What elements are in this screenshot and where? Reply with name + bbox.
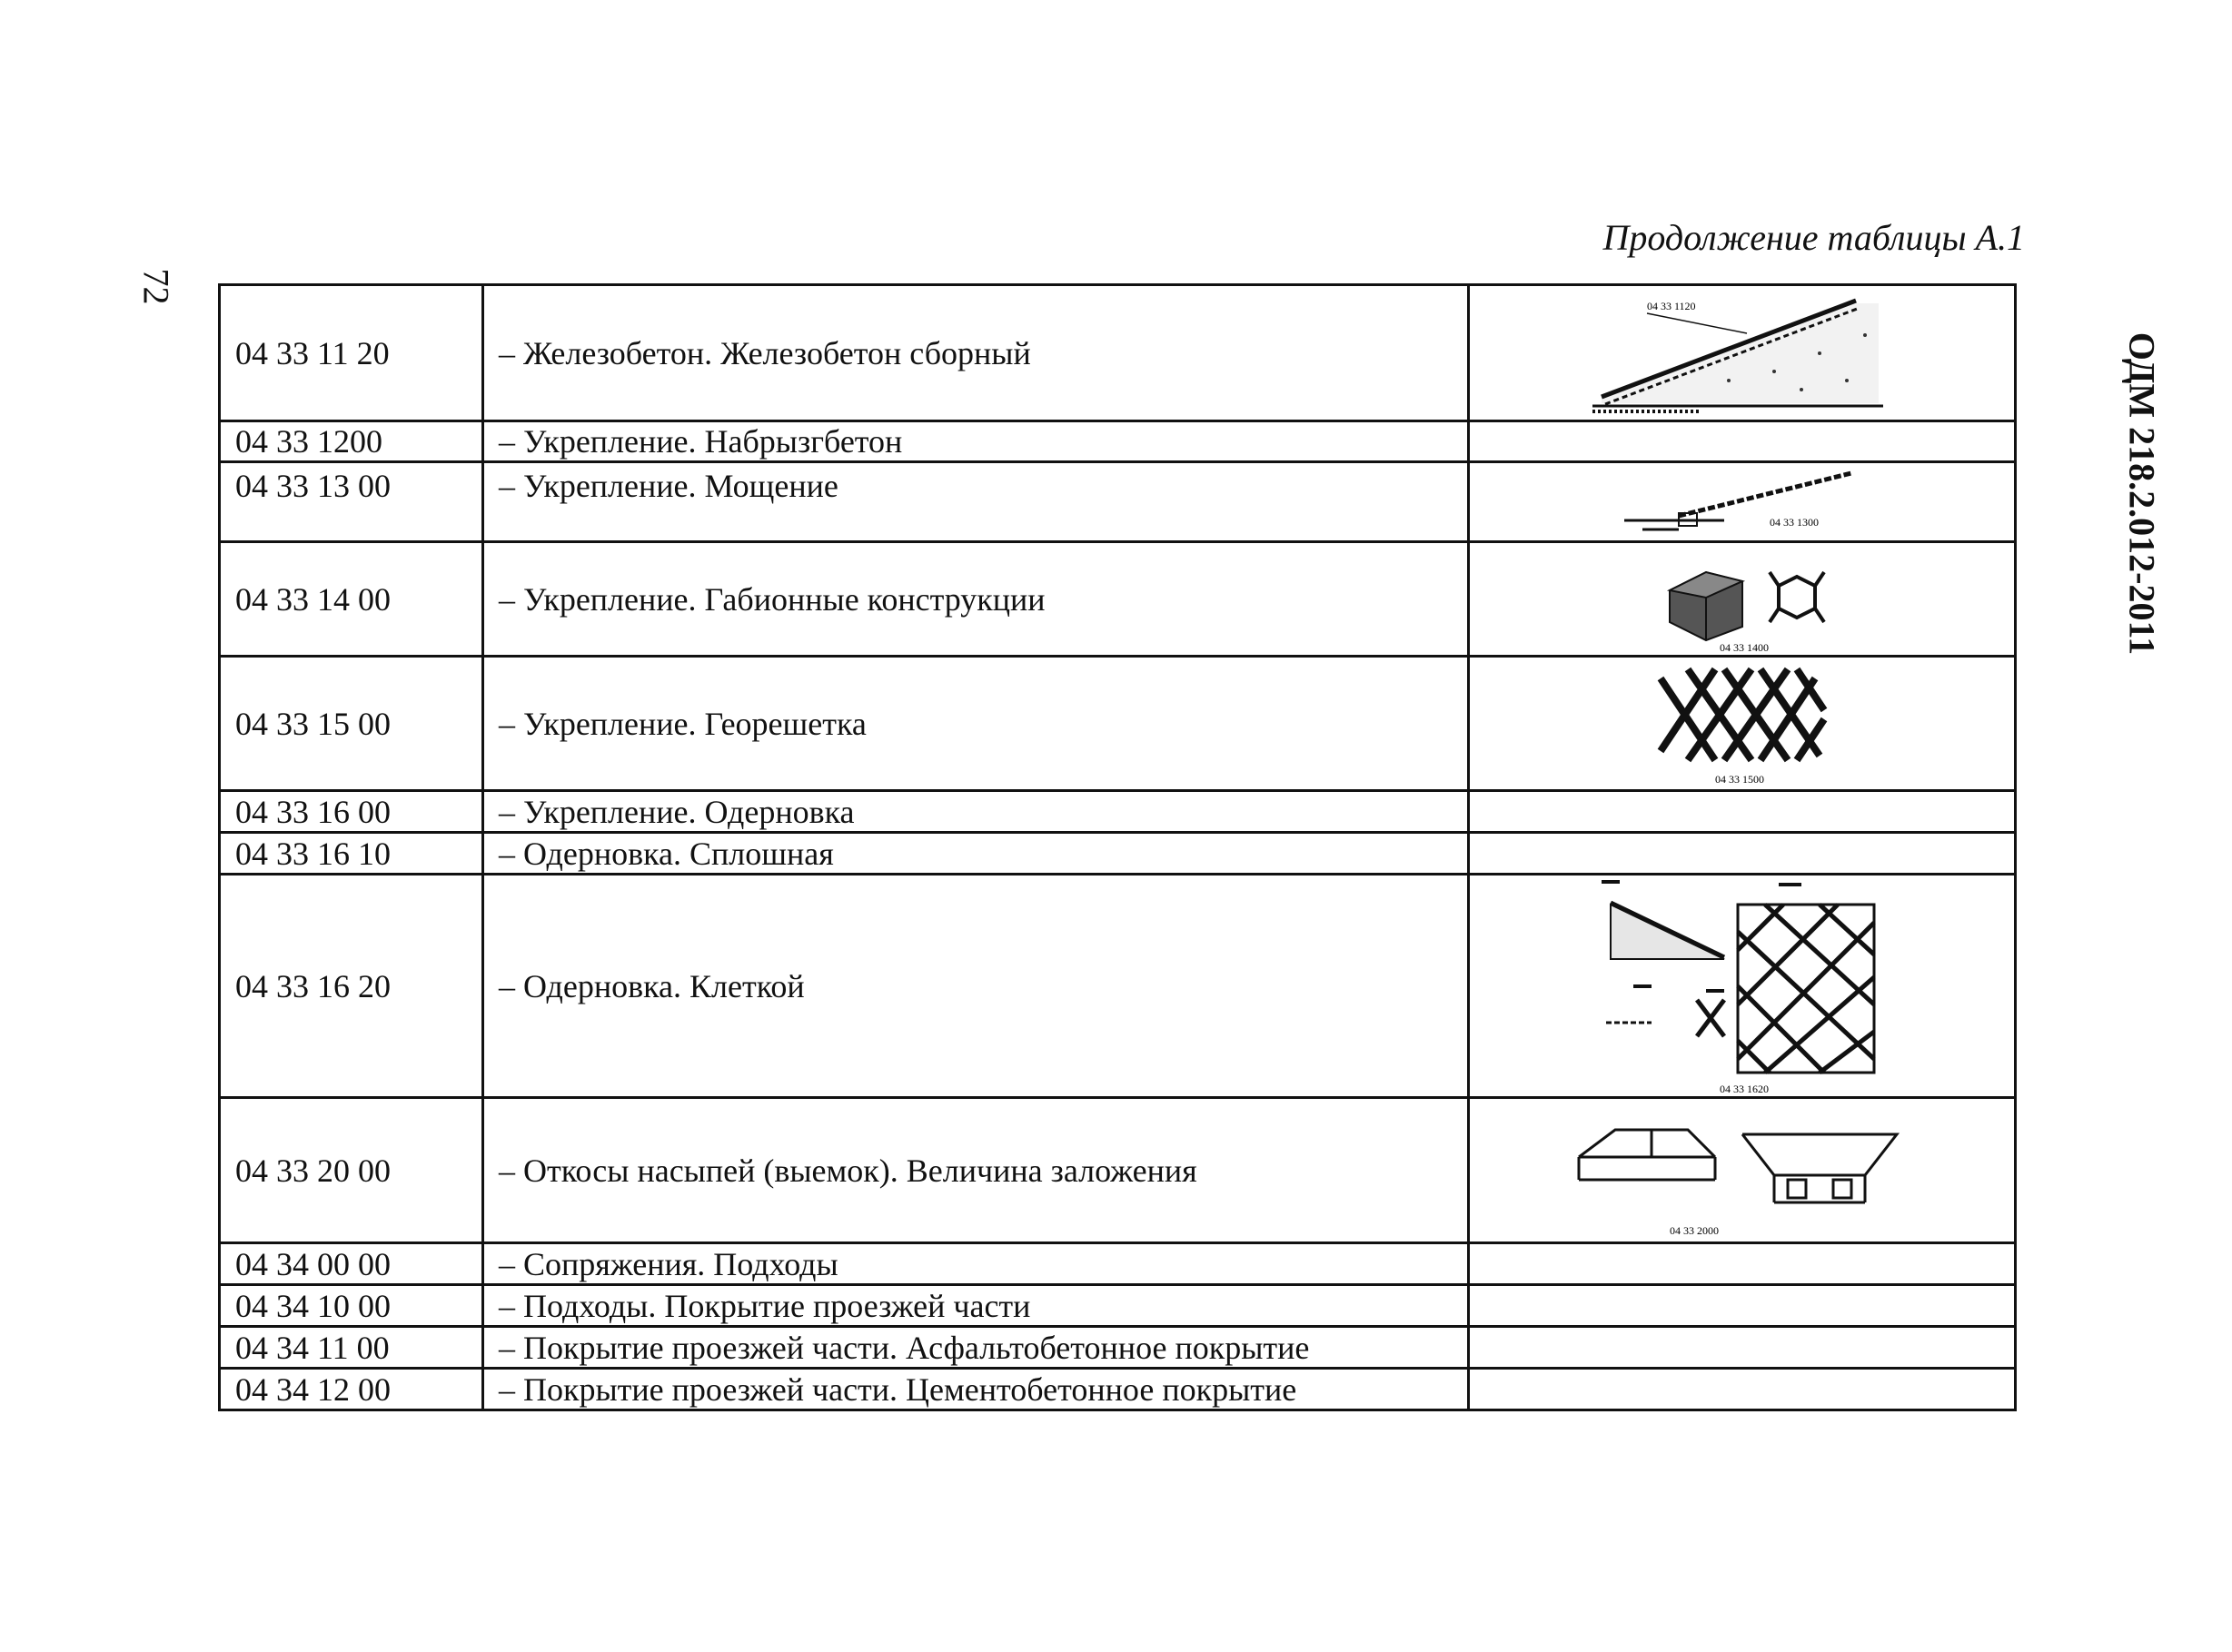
row-description: – Покрытие проезжей части. Цементобетонное покрытие xyxy=(483,1369,1469,1410)
classification-table xyxy=(218,283,2017,1411)
page-number: 72 xyxy=(135,268,177,305)
figure-label: 04 33 1400 xyxy=(1719,640,1769,654)
row-description: – Сопряжения. Подходы xyxy=(483,1243,1469,1285)
gabion-figure xyxy=(1652,545,1833,654)
row-description: – Укрепление. Георешетка xyxy=(483,657,1469,791)
row-figure xyxy=(1469,791,2016,833)
row-figure xyxy=(1469,421,2016,462)
slope-embankment-figure xyxy=(1570,1103,1915,1239)
row-figure xyxy=(1469,1327,2016,1369)
table-row xyxy=(220,1327,2016,1369)
figure-label: 04 33 1120 xyxy=(1646,299,1696,312)
row-figure xyxy=(1469,1285,2016,1327)
row-code: 04 33 16 10 xyxy=(220,833,483,875)
row-code: 04 34 00 00 xyxy=(220,1243,483,1285)
table-row xyxy=(220,875,2016,1098)
row-code: 04 34 10 00 xyxy=(220,1285,483,1327)
row-description: – Одерновка. Клеткой xyxy=(483,875,1469,1098)
figure-label: 04 33 2000 xyxy=(1669,1223,1719,1237)
row-figure xyxy=(1469,285,2016,421)
row-code: 04 33 16 00 xyxy=(220,791,483,833)
table-row xyxy=(220,421,2016,462)
table-row xyxy=(220,285,2016,421)
row-code: 04 34 11 00 xyxy=(220,1327,483,1369)
table-row xyxy=(220,657,2016,791)
document-code: ОДМ 218.2.012-2011 xyxy=(2121,331,2163,656)
row-figure xyxy=(1469,833,2016,875)
row-figure xyxy=(1469,542,2016,657)
table-row xyxy=(220,462,2016,542)
row-figure xyxy=(1469,1098,2016,1243)
cellular-turfing-figure xyxy=(1597,877,1888,1095)
table-row xyxy=(220,1098,2016,1243)
row-description: – Покрытие проезжей части. Асфальтобетонное покрытие xyxy=(483,1327,1469,1369)
table-row xyxy=(220,1285,2016,1327)
paving-slope-figure xyxy=(1624,466,1860,539)
row-figure xyxy=(1469,1369,2016,1410)
precast-concrete-slope-figure xyxy=(1592,290,1892,417)
row-figure xyxy=(1469,462,2016,542)
row-code: 04 33 14 00 xyxy=(220,542,483,657)
row-code: 04 34 12 00 xyxy=(220,1369,483,1410)
row-description: – Одерновка. Сплошная xyxy=(483,833,1469,875)
row-description: – Укрепление. Габионные конструкции xyxy=(483,542,1469,657)
figure-label: 04 33 1620 xyxy=(1719,1082,1769,1095)
table-row xyxy=(220,1369,2016,1410)
row-description: – Откосы насыпей (выемок). Величина заложения xyxy=(483,1098,1469,1243)
row-code: 04 33 1200 xyxy=(220,421,483,462)
figure-label: 04 33 1300 xyxy=(1769,515,1819,529)
row-figure xyxy=(1469,657,2016,791)
row-description: – Укрепление. Одерновка xyxy=(483,791,1469,833)
row-figure xyxy=(1469,875,2016,1098)
row-code: 04 33 13 00 xyxy=(220,462,483,542)
row-description: – Железобетон. Железобетон сборный xyxy=(483,285,1469,421)
row-figure xyxy=(1469,1243,2016,1285)
geogrid-figure xyxy=(1652,660,1833,787)
row-code: 04 33 15 00 xyxy=(220,657,483,791)
row-description: – Подходы. Покрытие проезжей части xyxy=(483,1285,1469,1327)
table-row xyxy=(220,791,2016,833)
row-description: – Укрепление. Мощение xyxy=(483,462,1469,542)
row-code: 04 33 20 00 xyxy=(220,1098,483,1243)
table-row xyxy=(220,833,2016,875)
table-row xyxy=(220,1243,2016,1285)
figure-label: 04 33 1500 xyxy=(1714,772,1764,786)
row-code: 04 33 11 20 xyxy=(220,285,483,421)
row-description: – Укрепление. Набрызгбетон xyxy=(483,421,1469,462)
table-caption: Продолжение таблицы А.1 xyxy=(1602,217,2025,258)
row-code: 04 33 16 20 xyxy=(220,875,483,1098)
table-row xyxy=(220,542,2016,657)
